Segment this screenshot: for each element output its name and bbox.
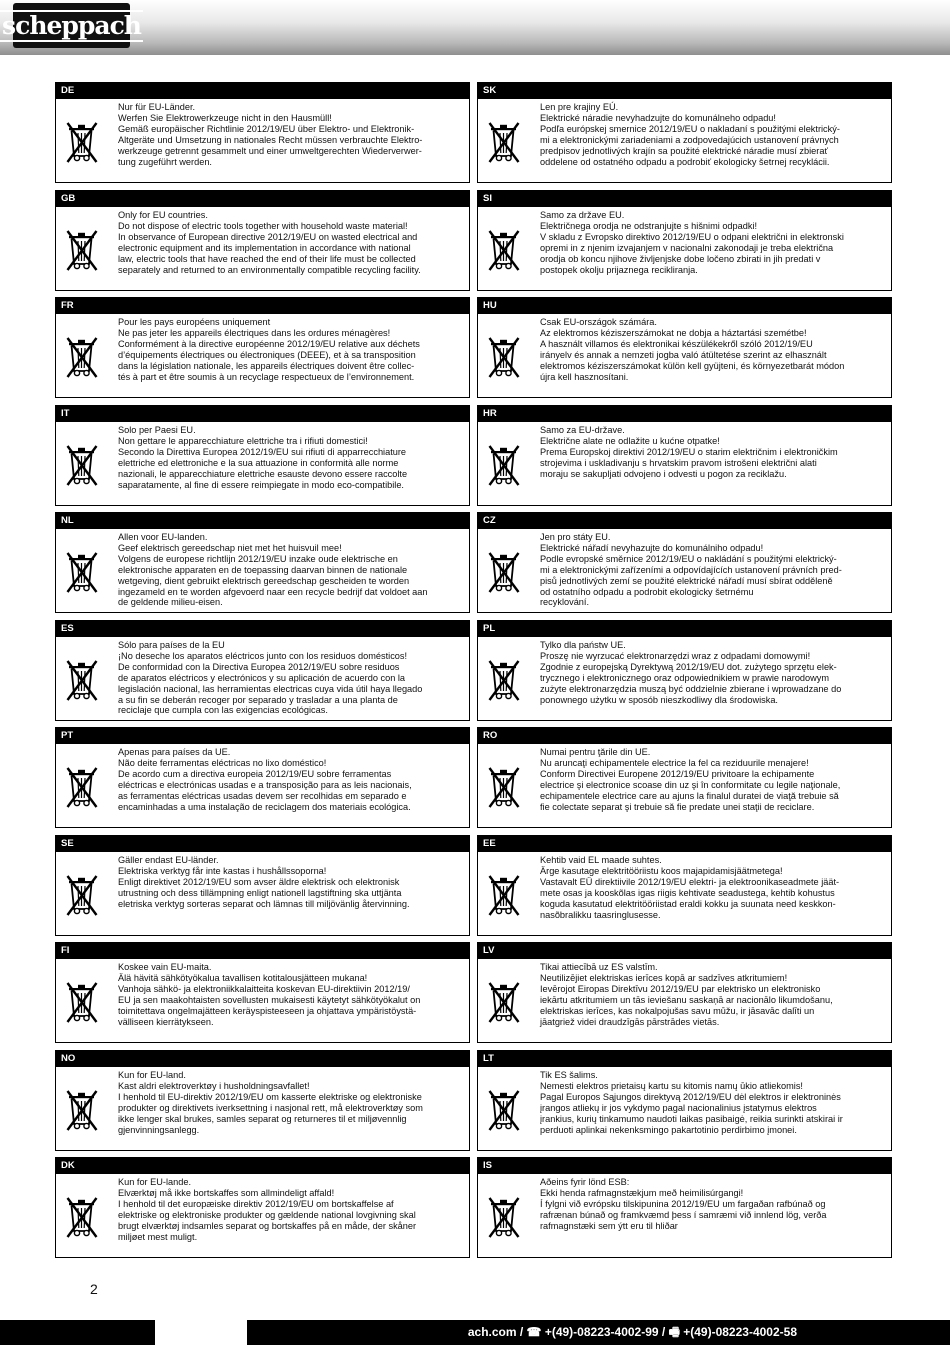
- footer-bar: [0, 1320, 950, 1345]
- country-code-label: NL: [55, 512, 470, 529]
- weee-section-cz: [477, 512, 892, 613]
- country-code-label: PT: [55, 727, 470, 744]
- disposal-line: Zgodnie z europejską Dyrektywą 2012/19/EU dot. zużytego sprzętu elek- trycznego i elektronicznego oraz odpowiednikiem w prawie narodowym zużyte elektronarzędzia muszą być oddzielnie zbierane i wprowadzane do ponownego użytku w sposób nieszkodliwy dla środowiska.: [540, 661, 842, 705]
- disposal-line: Conformément à la directive européenne 2012/19/EU relative aux déchets d’équipements électriques ou électroniques (DEEE), et à sa transposition dans la législation nationale, les appareils électriques doivent être collec- tés à part et être soumis à un recyclage respectueux de l’environnement.: [118, 338, 420, 382]
- weee-section-nl: [55, 512, 470, 613]
- weee-section-fi: [55, 942, 470, 1043]
- crossed-bin-icon: [488, 333, 521, 379]
- disposal-line: Elektrické náradie nevyhadzujte do komunálneho odpadu!: [540, 112, 776, 123]
- country-code-label: SE: [55, 835, 470, 852]
- crossed-bin-icon: [66, 763, 99, 809]
- weee-section-ro: [477, 727, 892, 828]
- country-code-label: ES: [55, 620, 470, 637]
- disposal-line: Älä hävitä sähkötyökalua tavallisen kotitalousjätteen mukana!: [118, 972, 368, 983]
- section-body: [55, 744, 470, 828]
- disposal-line: Kehtib vaid EL maade suhtes.: [540, 855, 662, 865]
- disposal-line: I henhold til EU-direktiv 2012/19/EU om kasserte elektriske og elektroniske produkter og direktivets iverksettning i nasjonal rett, må elektroverktøy som ikke lenger skal brukes, samles separat og returneres til et miljøvennlig gjenvinningsanlegg.: [118, 1091, 423, 1135]
- country-code-label: LV: [477, 942, 892, 959]
- crossed-bin-icon: [488, 656, 521, 702]
- crossed-bin-icon: [488, 118, 521, 164]
- country-code-label: DE: [55, 82, 470, 99]
- weee-section-sk: [477, 82, 892, 183]
- section-body: [477, 637, 892, 721]
- disposal-text: [540, 1070, 885, 1135]
- disposal-line: Samo za EU-države.: [540, 425, 625, 435]
- disposal-line: Elværktøj må ikke bortskaffes som allmindeligt affald!: [118, 1187, 335, 1198]
- disposal-line: Ne pas jeter les appareils électriques dans les ordures ménagères!: [118, 327, 391, 338]
- disposal-line: Gäller endast EU-länder.: [118, 855, 219, 865]
- disposal-line: Werfen Sie Elektrowerkzeuge nicht in den Hausmüll!: [118, 112, 332, 123]
- footer-blank-block: [155, 1320, 247, 1345]
- disposal-text: [118, 640, 463, 716]
- disposal-line: Non gettare le apparecchiature elettriche tra i rifiuti domestici!: [118, 435, 368, 446]
- crossed-bin-icon: [66, 978, 99, 1024]
- country-code-label: LT: [477, 1050, 892, 1067]
- disposal-line: Nur für EU-Länder.: [118, 102, 196, 112]
- disposal-line: Do not dispose of electric tools together with household waste material!: [118, 220, 408, 231]
- disposal-text: [118, 1070, 463, 1135]
- disposal-line: Volgens de europese richtlijn 2012/19/EU inzake oude elektrische en elektronische apparaten en de toepassing daarvan binnen de nationale wetgeving, dient gebruikt elektrisch gereedschap gescheiden te worden ingezameld en te worden afgevoerd naar een recycle bedrijf dat voldoet aan de geldende milieu-eisen.: [118, 553, 428, 608]
- section-body: [55, 852, 470, 936]
- crossed-bin-icon: [488, 1193, 521, 1239]
- disposal-line: Í fylgni við evrópsku tilskipunina 2012/19/EU um fargaðan rafbúnað og rafrænan búnað og framkvæmd þess í samræmi við innlend lög, verða rafmagnstæki sem ýtt eru til hliðar: [540, 1198, 827, 1231]
- disposal-line: Numai pentru ţările din UE.: [540, 747, 651, 757]
- header-bar: [0, 0, 950, 55]
- crossed-bin-icon: [66, 1086, 99, 1132]
- disposal-line: Solo per Paesi EU.: [118, 425, 196, 435]
- disposal-line: Elektrické nářadí nevyhazujte do komunálniho odpadu!: [540, 542, 764, 553]
- right-column: [477, 82, 892, 1265]
- section-body: [55, 422, 470, 506]
- disposal-line: Az elektromos kéziszerszámokat ne dobja a háztartási szemétbe!: [540, 327, 807, 338]
- country-code-label: PL: [477, 620, 892, 637]
- disposal-line: Kun for EU-land.: [118, 1070, 186, 1080]
- disposal-line: Proszę nie wyrzucać elektronarzędzi wraz z odpadami domowymi!: [540, 650, 811, 661]
- disposal-line: Gemäß europäischer Richtlinie 2012/19/EU über Elektro- und Elektronik- Altgeräte und Umsetzung in nationales Recht müssen verbrauchte Elektro- werkzeuge getrennt gesammelt und einer umweltgerechten Wiederverwer- tung zugeführt werden.: [118, 123, 423, 167]
- section-body: [55, 959, 470, 1043]
- disposal-text: [118, 1177, 463, 1242]
- disposal-text: [540, 855, 885, 920]
- weee-section-is: [477, 1157, 892, 1258]
- weee-section-es: [55, 620, 470, 721]
- disposal-line: Kun for EU-lande.: [118, 1177, 192, 1187]
- disposal-line: Nu aruncaţi echipamentele electrice la fel ca reziduurile menajere!: [540, 757, 809, 768]
- disposal-line: Len pre krajiny EÚ.: [540, 102, 619, 112]
- disposal-text: [540, 210, 885, 275]
- section-body: [477, 314, 892, 398]
- disposal-line: Sólo para países de la EU: [118, 640, 225, 650]
- disposal-line: Električne alate ne odlažite u kućne otpatke!: [540, 435, 720, 446]
- country-code-label: SI: [477, 190, 892, 207]
- section-body: [55, 1174, 470, 1258]
- disposal-line: Elektriska verktyg får inte kastas i hushållssoporna!: [118, 865, 327, 876]
- section-body: [477, 99, 892, 183]
- disposal-line: Samo za države EU.: [540, 210, 625, 220]
- disposal-line: V skladu z Evropsko direktivo 2012/19/EU o odpani električni in elektronski opremi in z njenim izvajanjem v nacionalni zakonodaji je treba električna orodja ob koncu njihove življenjske dobe ločeno zbirati in jih predati v postopek okolju prijaznega recikliranja.: [540, 231, 844, 275]
- disposal-line: Neutilizējiet elektriskas ierīces kopā ar sadzīves atkritumiem!: [540, 972, 788, 983]
- disposal-text: [540, 317, 885, 382]
- weee-section-pt: [55, 727, 470, 828]
- crossed-bin-icon: [488, 226, 521, 272]
- country-code-label: DK: [55, 1157, 470, 1174]
- disposal-text: [540, 640, 885, 705]
- section-body: [55, 529, 470, 613]
- left-column: [55, 82, 470, 1265]
- weee-section-dk: [55, 1157, 470, 1258]
- disposal-text: [118, 317, 463, 382]
- disposal-line: Podle evropské směrnice 2012/19/EU o nakládání s použitými elektrický- mi a elektronickými zařízeními a odpovídajících ustanovení právních pred- pisů jednotlivých zemí se použité elektrické nářadí musí sbírat odděleně od ostatního odpadu a podrobit ekologicky šetrnému recyklování.: [540, 553, 842, 608]
- country-code-label: NO: [55, 1050, 470, 1067]
- weee-section-no: [55, 1050, 470, 1151]
- disposal-line: Podľa európskej smernice 2012/19/EU o nakladaní s použitými elektrický- mi a elektronickými zariadeniami a zodpovedajúcich ustanovení právnych predpisov jednotlivých krajín sa použité elektrické náradie musí zbierať oddelene od ostatného odpadu a podrobiť ekologicky šetrnej recyklácii.: [540, 123, 840, 167]
- disposal-line: Jen pro státy EU.: [540, 532, 611, 542]
- disposal-text: [540, 1177, 885, 1232]
- crossed-bin-icon: [66, 871, 99, 917]
- country-code-label: IT: [55, 405, 470, 422]
- country-code-label: IS: [477, 1157, 892, 1174]
- section-body: [55, 314, 470, 398]
- section-body: [477, 852, 892, 936]
- disposal-line: Nemesti elektros prietaisų kartu su kitomis namų ūkio atliekomis!: [540, 1080, 803, 1091]
- disposal-line: Koskee vain EU-maita.: [118, 962, 212, 972]
- section-body: [55, 99, 470, 183]
- country-code-label: HU: [477, 297, 892, 314]
- disposal-text: [118, 855, 463, 910]
- weee-section-si: [477, 190, 892, 291]
- section-body: [55, 637, 470, 721]
- crossed-bin-icon: [66, 226, 99, 272]
- disposal-line: Pagal Europos Sąjungos direktyvą 2012/19/EU dėl elektros ir elektroninės įrangos atliekų ir jos vykdymo pagal nacionalinius įstatymus elektros įrankius, kurių tinkamumo naudoti laikas pasibaigė, reikia surinkti atskirai ir perduoti aplinkai nekenksmingo pakartotinio perdirbimo įmonei.: [540, 1091, 843, 1135]
- disposal-line: Não deite ferramentas eléctricas no lixo doméstico!: [118, 757, 327, 768]
- crossed-bin-icon: [66, 1193, 99, 1239]
- crossed-bin-icon: [488, 763, 521, 809]
- disposal-line: De conformidad con la Directiva Europea 2012/19/EU sobre residuos de aparatos eléctricos y electrónicos y su aplicación de acuerdo con la legislación nacional, las herramientas electricas cuya vida útil haya llegado a su fin se deberán recoger por separado y trasladar a una planta de reciclaje que cumpla con las exigencias ecológicas.: [118, 661, 423, 716]
- country-code-label: RO: [477, 727, 892, 744]
- section-body: [477, 529, 892, 613]
- disposal-line: Ievērojot Eiropas Direktīvu 2012/19/EU par elektrisko un elektronisko iekārtu atkritumiem un tās ieviešanu saskaņā ar nacionālo likumdošanu, elektriskas ierīces, kas nokalpojušas savu mūžu, ir jāsavāc dalīti un jāatgriež videi draudzīgās pārstrādes vietās.: [540, 983, 833, 1027]
- disposal-line: Secondo la Direttiva Europea 2012/19/EU sui rifiuti di apparrecchiature elettriche ed elettroniche e la sua attuazione in conformità alle norme nazionali, le apparecchiature elettriche esauste devono essere raccolte saparatamente, al fine di essere reimpiegate in modo eco-compatibile.: [118, 446, 408, 490]
- crossed-bin-icon: [66, 118, 99, 164]
- weee-section-de: [55, 82, 470, 183]
- disposal-line: A használt villamos és elektronikai készülékekről szóló 2012/19/EU irányelv és annak a nemzeti jogba való átültetése szerint az elhasznált elektromos kéziszerszámokat külön kell gyüjteni, és környezetbarát módon újra kell hasznosítani.: [540, 338, 845, 382]
- weee-section-hr: [477, 405, 892, 506]
- disposal-line: Apenas para países da UE.: [118, 747, 231, 757]
- crossed-bin-icon: [66, 656, 99, 702]
- disposal-text: [118, 102, 463, 167]
- disposal-line: Pour les pays européens uniquement: [118, 317, 271, 327]
- country-code-label: HR: [477, 405, 892, 422]
- weee-section-fr: [55, 297, 470, 398]
- country-code-label: CZ: [477, 512, 892, 529]
- weee-section-it: [55, 405, 470, 506]
- brand-logo[interactable]: [2, 3, 141, 48]
- section-body: [477, 1174, 892, 1258]
- weee-section-lt: [477, 1050, 892, 1151]
- section-body: [477, 422, 892, 506]
- crossed-bin-icon: [66, 548, 99, 594]
- section-body: [55, 1067, 470, 1151]
- disposal-text: [540, 747, 885, 812]
- disposal-line: Vastavalt EÜ direktiivile 2012/19/EU elektri- ja elektroonikaseadmete jäät- mete osas ja kooskõlas igas riigis kehtivate seadustega, kehtib kohustus koguda kasutatud elektritööriistad eraldi kokku ja suunata need keskkon- nasõbralikku taasringlusesse.: [540, 876, 840, 920]
- disposal-text: [118, 962, 463, 1027]
- disposal-text: [540, 425, 885, 480]
- disposal-line: I henhold til det europæiske direktiv 2012/19/EU om bortskaffelse af elektriske og elektroniske produkter og gældende national lovgivning skal brugt elværktøj indsamles separat og bortskaffes på en måde, der skåner miljøet mest muligt.: [118, 1198, 417, 1242]
- disposal-line: Csak EU-országok számára.: [540, 317, 657, 327]
- disposal-line: Conform Directivei Europene 2012/19/EU privitoare la echipamente electrice şi electronice scoase din uz şi în conformitate cu legile naţionale, echipamentele electrice care au ajuns la finalul duratei de viaţă trebuie să fie colectate separat şi trebuie să fie predate unei staţii de reciclare.: [540, 768, 841, 812]
- country-code-label: EE: [477, 835, 892, 852]
- page-number: 2: [90, 1281, 98, 1297]
- disposal-text: [540, 962, 885, 1027]
- weee-section-ee: [477, 835, 892, 936]
- disposal-line: Vanhoja sähkö- ja elektroniikkalaitteita koskevan EU-direktiivin 2012/19/ EU ja sen maakohtaisten sovellusten mukaisesti käytetyt sähkötyökalut on toimitettava ongelmajätteen keräyspisteeseen ja ohjattava ympäristöystä- välliseen kierrätykseen.: [118, 983, 421, 1027]
- section-body: [477, 744, 892, 828]
- disposal-line: Kast aldri elektroverktøy i husholdningsavfallet!: [118, 1080, 310, 1091]
- country-code-label: FI: [55, 942, 470, 959]
- disposal-line: In observance of European directive 2012/19/EU on wasted electrical and electronic equipment and its implementation in accordance with national law, electric tools that have reached the end of their life must be collected separately and returned to an environmentally compatible recycling facility.: [118, 231, 421, 275]
- crossed-bin-icon: [488, 548, 521, 594]
- disposal-text: [540, 102, 885, 167]
- country-code-label: FR: [55, 297, 470, 314]
- disposal-line: Geef elektrisch gereedschap niet met het huisvuil mee!: [118, 542, 342, 553]
- disposal-line: Only for EU countries.: [118, 210, 208, 220]
- weee-section-se: [55, 835, 470, 936]
- disposal-line: Ärge kasutage elektritööriistu koos majapidamisjäätmetega!: [540, 865, 783, 876]
- disposal-line: Prema Europskoj direktivi 2012/19/EU o starim električnim i elektroničkim strojevima i uskladivanju s hrvatskim pravom istrošeni električni alati moraju se sakupljati odvojeno i odvesti u pogon za reciklažu.: [540, 446, 838, 479]
- disposal-line: Allen voor EU-landen.: [118, 532, 208, 542]
- disposal-line: Tik ES šalims.: [540, 1070, 598, 1080]
- disposal-line: Tylko dla państw UE.: [540, 640, 626, 650]
- section-body: [55, 207, 470, 291]
- disposal-line: Aðeins fyrir lönd ESB:: [540, 1177, 630, 1187]
- crossed-bin-icon: [66, 441, 99, 487]
- country-code-label: SK: [477, 82, 892, 99]
- logo-text: scheppach: [2, 10, 141, 40]
- crossed-bin-icon: [488, 978, 521, 1024]
- disposal-text: [118, 210, 463, 275]
- weee-section-lv: [477, 942, 892, 1043]
- disposal-line: Tikai attiecībā uz ES valstīm.: [540, 962, 658, 972]
- crossed-bin-icon: [488, 441, 521, 487]
- disposal-text: [118, 532, 463, 608]
- section-body: [477, 207, 892, 291]
- disposal-line: Enligt direktivet 2012/19/EU som avser äldre elektrisk och elektronisk utrustning och dess tillämpning enligt nationell lagstiftning ska uttjänta eletriska verktyg sorteras separat och lämnas till miljövänlig återvinning.: [118, 876, 410, 909]
- disposal-line: ¡No deseche los aparatos eléctricos junto con los residuos domésticos!: [118, 650, 408, 661]
- weee-section-gb: [55, 190, 470, 291]
- crossed-bin-icon: [488, 871, 521, 917]
- crossed-bin-icon: [66, 333, 99, 379]
- section-body: [477, 959, 892, 1043]
- country-code-label: GB: [55, 190, 470, 207]
- disposal-line: Ekki henda rafmagnstækjum með heimilisúrgangi!: [540, 1187, 744, 1198]
- disposal-text: [118, 425, 463, 490]
- disposal-text: [540, 532, 885, 608]
- weee-section-pl: [477, 620, 892, 721]
- weee-section-hu: [477, 297, 892, 398]
- disposal-line: Električnega orodja ne odstranjujte s hišnimi odpadki!: [540, 220, 758, 231]
- disposal-text: [118, 747, 463, 812]
- footer-contact: ach.com / ☎ +(49)-08223-4002-99 / 🖷 +(49)-08223-4002-58: [467, 1325, 797, 1339]
- section-body: [477, 1067, 892, 1151]
- crossed-bin-icon: [488, 1086, 521, 1132]
- disposal-line: De acordo cum a directiva europeia 2012/19/EU sobre ferramentas eléctricas e electrónicas usadas e a transposição para as leis nacionais, as ferramentas eléctricas usadas devem ser recolhidas em separado e encaminhadas a uma instalação de reciclagem dos materiais ecológica.: [118, 768, 412, 812]
